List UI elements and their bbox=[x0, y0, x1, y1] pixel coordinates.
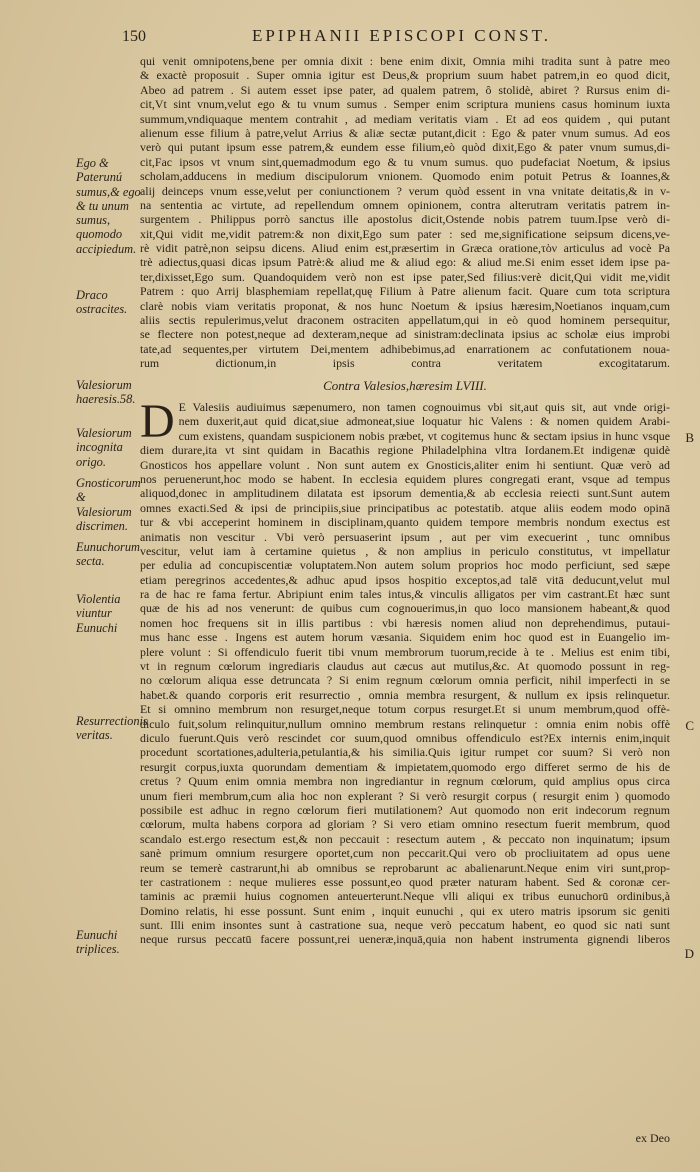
text-line: cum existens, quandam suspicionem nobis præbet, vt cogitemus hunc & sectam ipsius in hunc vsque bbox=[178, 428, 670, 443]
text-line: sanè primum omnium resurgere oportet,cum non peccarit.Qui vero ob procliuitatem ad opus uene bbox=[140, 846, 670, 861]
text-line: ter,dixisset,Ego sum. Quandoquidem verò non est ipse pater,Sed filius:verè dicit,Qui vidit me,vidit bbox=[140, 269, 670, 284]
text-line: habet.& quando corporis erit resurrectio , omnia membra resurgent, & nullum ex ipsis relinquetur. bbox=[140, 687, 670, 702]
catchword: ex Deo bbox=[635, 1131, 670, 1145]
text-line: Domino relatis, hi esse possunt. Sunt enim , inquit eunuchi , qui ex utero matris ipsorum sic geniti bbox=[140, 903, 670, 918]
text-line: alij deinceps vnum esse,velut per coniunctionem ? verum quòd essent in vna vnitate deitatis,& in v- bbox=[140, 183, 670, 198]
text-line: omnes exacti.Sed & ipsi de principiis,siue principatibus ac potestatib. atque aliis eodem modo opinā bbox=[140, 500, 670, 515]
text-line: possibile est adhuc in regno cœlorum fieri mutilationem? Aut quomodo non erit indecorum regnum bbox=[140, 802, 670, 817]
text-line: vt in regnum cœlorum ingrediaris claudus aut cæcus aut mutilus,&c. At quomodo possunt in reg- bbox=[140, 659, 670, 674]
text-line: vescitur, velut iam à certamine quietus , & non amplius in periculo constitutus, vt impellatur bbox=[140, 543, 670, 558]
text-line: scandalo est.ergo resectum est,& non peccauit : resectum autem , & peccato non inquinatum; ipsum bbox=[140, 831, 670, 846]
text-line: diem durare,ita vt sint quidam in Bacathis regione Philadelphina vltra Iordanem.Et indigenæ quidè bbox=[140, 443, 670, 458]
margin-note: Gnosticorum & Valesiorum discrimen. bbox=[76, 476, 141, 533]
margin-note: Resurrectionis veritas. bbox=[76, 714, 148, 743]
text-line: surgentem . Philippus porrò sanctus ille apostolus dicit,Ostende nobis patrem tuum.Ipse verò di- bbox=[140, 212, 670, 227]
text-line: procedunt scortationes,adulteria,petulantia,& his similia.Quis igitur rumpet cor suum? Si verò non bbox=[140, 745, 670, 760]
section-marker-letter: D bbox=[684, 946, 694, 961]
text-line: animatis non vescitur . Vbi verò persuaserint ipsum , aut per vim execuerint , tunc omnibus bbox=[140, 529, 670, 544]
text-line: Gnosticos hos appellare volunt . Non sunt autem ex Gnosticis,aliter enim hi sentiunt. Quæ verò ad bbox=[140, 457, 670, 472]
text-line: neque rursus peccatū facere possunt,rei ueneræ,inquā,quia non habent instrumenta gignendi liberos bbox=[140, 932, 670, 947]
text-line: & exactè proposuit . Super omnia igitur est Deus,& proprium suum habet patrem,in eo quod dicit, bbox=[140, 68, 670, 83]
margin-note: Valesiorum haeresis.58. bbox=[76, 378, 136, 407]
text-line: trè adiectus,quasi dicas ipsum Patrè:& aliud me & aliud ego: & aliud me.Si enim esset idem ipse pa- bbox=[140, 255, 670, 270]
text-line: scholam,adducens in medium discipulorum vnionem. Quomodo enim potuit Petrus & Ioannes,& bbox=[140, 169, 670, 184]
text-line: ter castrationem : neque mulieres esse possunt,eo quod præter naturam habent. Sed & coronæ cer- bbox=[140, 874, 670, 889]
margin-note: Ego & Paterunú sumus,& ego & tu unum sumus, quomodo accipiedum. bbox=[76, 156, 141, 256]
text-line: E Valesiis audiuimus sæpenumero, non tamen cognouimus vbi sit,aut quis sit, aut vnde origi- bbox=[178, 400, 670, 414]
text-line: no cœlorum aliqua esse detruncata ? Si enim regnum cœlorum omnia perficit, nihil imperfecti in se bbox=[140, 673, 670, 688]
text-line: aliis sectis repulerimus,velut draconem ostraciten appellatum,qui in eò quod hominem persequitur, bbox=[140, 313, 670, 328]
margin-note: Draco ostracites. bbox=[76, 288, 128, 317]
text-line: se flectere non potest,neque ad dexteram,neque ad sinistram:declinata ipsius ac scholæ eius improbi bbox=[140, 327, 670, 342]
text-line: cit,Vt sint vnum,velut ego & tu vnum sumus . Semper enim scriptura muniens casus hominum iuxta bbox=[140, 97, 670, 112]
text-line: reum se temerè castrarunt,hi ab omnibus se reprobarunt ac abalienarunt.Neque enim viri sunt,prop- bbox=[140, 860, 670, 875]
margin-note: Eunuchi triplices. bbox=[76, 928, 120, 957]
margin-note: Eunuchorum secta. bbox=[76, 540, 141, 569]
text-line: sunt. Illi enim insontes sunt à castratione sua, neque verò peccatum habent, eo quod sic nati sunt bbox=[140, 918, 670, 933]
text-line: diculo fuerunt.Quis verò rescindet cor suum,quod omnibus offendiculo est?Ex internis enim,inquit bbox=[140, 730, 670, 745]
text-line: qui venit omnipotens,bene per omnia dixit : bene enim dixit, Omnia mihi tradita sunt à patre meo bbox=[140, 54, 670, 68]
text-line: nem duxerit,aut quid dicat,siue admoneat,siue loquatur hic Valens : & nomen quidem Arabi- bbox=[178, 414, 670, 429]
text-line: etiam peregrinos accedentes,& adhuc apud ipsos hospitio exceptos,ad talē vitā deducunt,velut mul bbox=[140, 572, 670, 587]
margin-note: Valesiorum incognita origo. bbox=[76, 426, 132, 469]
text-line: cœlorum, multa habens corpora ad gloriam ? Si vero etiam omnino resectum fuerit membrum, quod bbox=[140, 817, 670, 832]
drop-cap: D bbox=[140, 395, 175, 448]
text-line: aliquod,donec in amplitudinem dilatata est ipsorum dementia,& ab ecclesia reiecti sunt.Sunt autem bbox=[140, 486, 670, 501]
text-line: per edulia ad concupiscentiæ voluptatem.Non autem solum proprios hoc modo perficiunt, sed sæpe bbox=[140, 558, 670, 573]
folio-number: 150 bbox=[122, 28, 146, 45]
margin-notes bbox=[76, 0, 148, 1172]
margin-note: Violentia viuntur Eunuchi bbox=[76, 592, 121, 635]
text-line: quæ de his ad nos venerunt: de quibus cum cognouerimus,in quo loco mansionem habeant,& quod bbox=[140, 601, 670, 616]
text-line: summum,vndiquaque mentem contrahit , ad mediam veritatis viam . Et ad eos quidem , qui putant bbox=[140, 111, 670, 126]
text-line: unum fieri membrum,cum alia hoc non explerant ? Si verò resurgit corpus ( resurgit enim ) quomodo bbox=[140, 788, 670, 803]
text-line: cretus ? Quum enim omnia membra non ingrediantur in regnum cœlorum, quid amplius opus circa bbox=[140, 774, 670, 789]
text-line: diculo fuit,solum relinquitur,nullum omnino membrum restans relinquetur : omnia enim nobis offè bbox=[140, 716, 670, 731]
text-block-before bbox=[140, 54, 670, 371]
text-line: rum dictionum,in ipsis contra veritatem excogitatarum. bbox=[140, 356, 670, 371]
text-line: tur & vbi acceperint hominem in disciplinam,quanto quidem tempore membris nondum exectus est bbox=[140, 515, 670, 530]
right-margin-letters bbox=[674, 0, 694, 1172]
text-line: rè vidit patrè,non seipsu dicens. Aliud enim est,præsertim in Græca oratione,τὸν articulus ad vocè Pa bbox=[140, 241, 670, 256]
text-line: tate,ad sequentes,per virtutem Dei,mentem adhibebimus,ad enarrationem ac confutationem noua- bbox=[140, 341, 670, 356]
text-line: Patrem : quo Arrij blasphemiam repellat,quę Filium à Patre alienum facit. Quare cum tota scriptura bbox=[140, 284, 670, 299]
text-line: nomen hoc frequens sit in illis partibus : vbi hæresis nomen aliud non deprehendimus, putaui- bbox=[140, 615, 670, 630]
text-line: mus hanc esse . Ingens est autem horum væsania. Siquidem enim hoc quod est in Euangelio im- bbox=[140, 630, 670, 645]
section-marker-letter: C bbox=[685, 718, 694, 733]
text-line: cit,Fac ipsos vt vnum sint,quemadmodum ego & tu vnum sumus. quo pudefaciat Noetum, & ipsius bbox=[140, 154, 670, 169]
main-text bbox=[140, 54, 670, 947]
text-line: verò qui putant ipsum esse patrem,& eundem esse filium,eò quòd dixit,Ego & pater vnum sumus,di- bbox=[140, 140, 670, 155]
text-line: na sententia ac virtute, ad repellendum omnem opinionem, contra alterutram veritatis patrem in- bbox=[140, 197, 670, 212]
text-block-after bbox=[140, 395, 670, 947]
running-title: EPIPHANII EPISCOPI CONST. bbox=[252, 26, 552, 45]
text-line: xit,Qui vidit me,vidit patrem:& non dixit,Ego sum pater : sed me,significatione seipsum dicens,ve- bbox=[140, 226, 670, 241]
section-marker-letter: B bbox=[685, 430, 694, 445]
text-line: taminis ac præmii huius cognomen anteuerterunt.Neque vlli aliqui ex tribus eunuchorū ordinibus,à bbox=[140, 889, 670, 904]
text-line: resurgit corpus,iuxta quorundam dementiam & impietatem,quomodo ergo differet sermo de his de bbox=[140, 759, 670, 774]
text-line: nos peruenerunt,hoc modo se habent. In ecclesia equidem plures congregati erant, vsque ad tempus bbox=[140, 471, 670, 486]
text-line: ra de hac re fama fertur. Abripiunt enim tales intus,& vinculis alligatos per vim castrant.Et hæc sunt bbox=[140, 587, 670, 602]
text-line: Abeo ad patrem . Si autem esset ipse pater, ad qualem patrem, ô stolidè, abiret ? Rursus enim di- bbox=[140, 82, 670, 97]
text-line: clarè nobis viam veritatis proponat, & nos hunc Noetum & ipsius hæresim,Noetianos inquam,cum bbox=[140, 298, 670, 313]
text-line: Et si omnino membrum non resurget,neque totum corpus resurget.Et si unum membrum,quod offè- bbox=[140, 702, 670, 717]
text-line: plere volunt : Si offendiculo fuerit tibi vnum membrorum tuorum,recide à te . Melius est enim tibi, bbox=[140, 644, 670, 659]
section-title: Contra Valesios,hæresim LVIII. bbox=[323, 377, 487, 393]
text-line: alienum esse filium à patre,velut Arrius & aliæ sectæ putant,dicit : Ego & pater vnum sumus. Ad eos bbox=[140, 125, 670, 140]
page-header bbox=[122, 28, 674, 50]
